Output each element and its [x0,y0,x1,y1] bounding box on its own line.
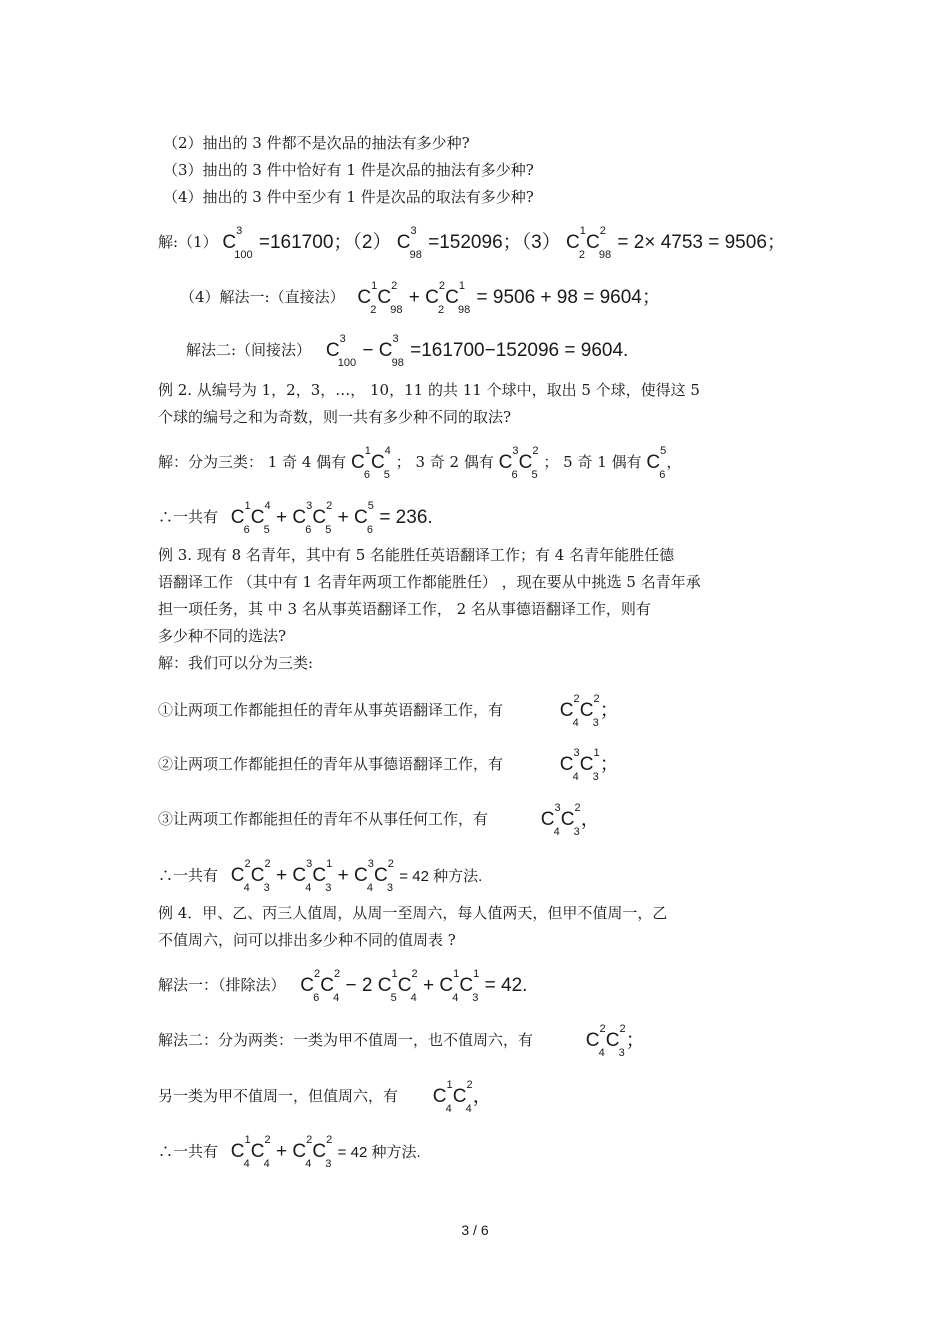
formula-total-236: $C^1_6C^4_5 + C^3_6C^2_5 + C^5_6 = 236$. [230,499,433,536]
solution-4-direct: （4）解法一:（直接法） $C^1_2C^2_{98} + C^2_2C^1_{98} = 9506 + 98 = 9604$； [180,279,661,316]
question-2: （2）抽出的 3 件都不是次品的抽法有多少种? [163,134,470,152]
example-2-line-2: 个球的编号之和为奇数，则一共有多少种不同的取法? [158,408,512,426]
example-3-line-4: 多少种不同的选法? [158,627,287,645]
example-3-line-3: 担一项任务，其 中 3 名从事英语翻译工作， 2 名从事德语翻译工作，则有 [158,600,651,618]
formula-exclusion: $C^2_6C^2_4 - 2$ $C^1_5C^2_4 + C^1_4C^1_3 = 42$. [300,967,528,1004]
solution-1 [158,224,786,261]
example-2-total: ∴一共有 $C^1_6C^4_5 + C^3_6C^2_5 + C^5_6 = 236$. [158,499,433,536]
case-3: ③让两项工作都能担任的青年不从事任何工作，有 $C^3_4C^2_3$， [158,801,600,838]
solution-label: 解:（1） [158,233,218,251]
example-3-line-1: 例 3. 现有 8 名青年，其中有 5 名能胜任英语翻译工作；有 4 名青年能胜任德 [158,546,675,564]
example-2-solution: 解：分为三类： 1 奇 4 偶有 $C^1_6C^4_5$ ； 3 奇 2 偶有 $C^3_6C^2_5$ ； 5 奇 1 偶有 $C^5_6$， [158,444,682,481]
formula-direct: $C^1_2C^2_{98} + C^2_2C^1_{98} = 9506 + 98 = 9604$； [357,279,661,316]
example-3-total: ∴一共有 $C^2_4C^2_3 + C^3_4C^1_3 + C^3_4C^2_3 = 42$ 种方法. [158,857,483,894]
example-4-total: ∴一共有 $C^1_4C^2_4 + C^2_4C^2_3 = 42$ 种方法. [158,1133,421,1170]
question-3: （3）抽出的 3 件中恰好有 1 件是次品的抽法有多少种? [163,161,534,179]
example-3-line-2: 语翻译工作 （其中有 1 名青年两项工作都能胜任） ，现在要从中挑选 5 名青年承 [158,573,701,591]
formula-combinations: $C^3_{100} =161700$；（2） $C^3_{98} =152096$；（3） $C^1_2C^2_{98} = 2\times 4753 = 9506$； [222,224,786,261]
question-4: （4）抽出的 3 件中至少有 1 件是次品的取法有多少种? [163,188,534,206]
example-3-solution: 解：我们可以分为三类: [158,654,314,672]
formula-total-42: $C^2_4C^2_3 + C^3_4C^1_3 + C^3_4C^2_3 = 42$ 种方法. [230,857,483,894]
example-2-line-1: 例 2. 从编号为 1，2，3，…， 10，11 的共 11 个球中，取出 5 个球，使得这 5 [158,381,700,399]
example-4-method-2-b: 另一类为甲不值周一，但值周六，有 $C^1_4C^2_4$， [158,1078,492,1115]
example-4-line-2: 不值周六，问可以排出多少种不同的值周表 ? [158,931,456,949]
example-4-method-1: 解法一：（排除法） $C^2_6C^2_4 - 2$ $C^1_5C^2_4 + C^1_4C^1_3 = 42$. [158,967,528,1004]
example-4-method-2: 解法二：分为两类：一类为甲不值周一，也不值周六，有 $C^2_4C^2_3$； [158,1022,645,1059]
solution-4-indirect: 解法二:（间接法） $C^3_{100} - C^3_{98} =161700-152096 = 9604$. [186,332,629,369]
case-2: ②让两项工作都能担任的青年从事德语翻译工作，有 $C^3_4C^1_3$； [158,746,619,783]
formula-total-42-b: $C^1_4C^2_4 + C^2_4C^2_3 = 42$ 种方法. [230,1133,421,1170]
formula-three-cases: $C^1_6C^4_5$ [350,444,391,481]
case-1: ①让两项工作都能担任的青年从事英语翻译工作，有 $C^2_4C^2_3$； [158,692,619,729]
formula-indirect: $C^3_{100} - C^3_{98} =161700-152096 = 9604$. [325,332,629,369]
example-4-line-1: 例 4．甲、乙、丙三人值周，从周一至周六，每人值两天，但甲不值周一，乙 [158,904,668,922]
page-number: 3 / 6 [461,1222,489,1238]
